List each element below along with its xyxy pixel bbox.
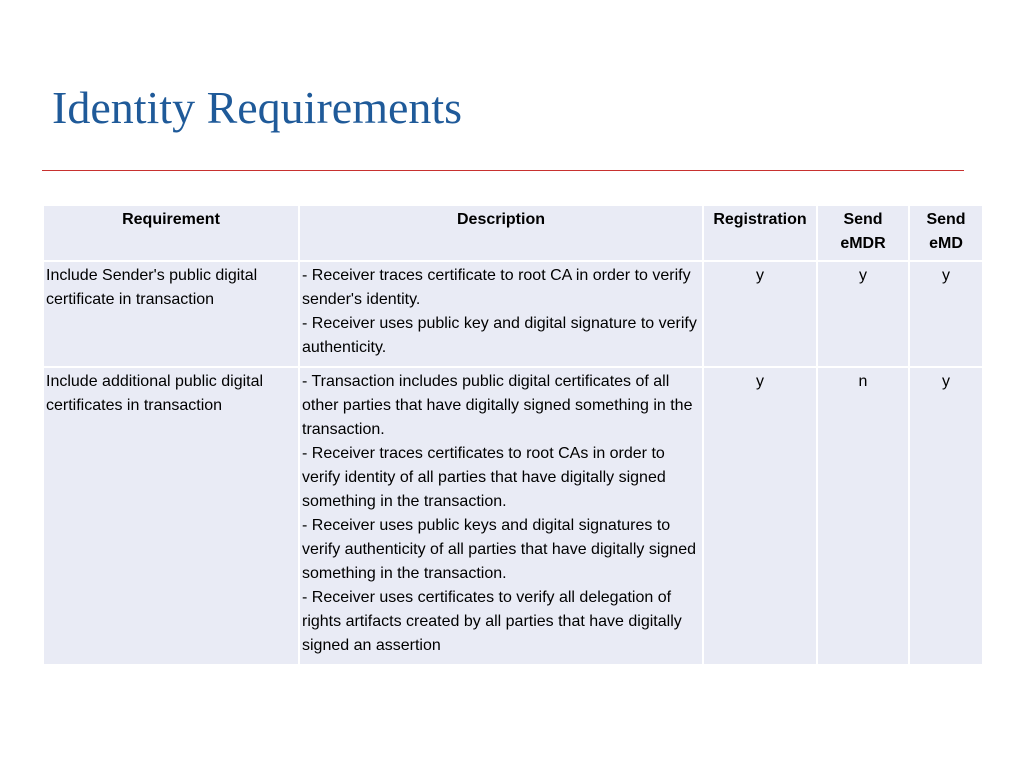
header-send-emd [909,205,983,261]
cell-requirement: Include Sender's public digital certificate in transaction [43,261,299,367]
requirements-table [42,204,984,666]
table-row [43,367,983,665]
cell-send-emd: y [909,261,983,367]
description-line: - Receiver traces certificates to root CAs in order to verify identity of all parties that have digitally signed something in the transaction. [302,445,666,510]
cell-registration: y [703,367,817,665]
table-header-row [43,205,983,261]
cell-send-emd: y [909,367,983,665]
header-send-emdr-line1: Send [843,211,883,228]
header-requirement: Requirement [43,205,299,261]
cell-send-emdr: y [817,261,909,367]
header-send-emd-line1: Send [926,211,966,228]
header-description: Description [299,205,703,261]
slide-title: Identity Requirements [52,82,463,133]
description-line: - Receiver uses public key and digital signature to verify authenticity. [302,315,697,356]
header-send-emd-line2: eMD [929,235,963,252]
table-row [43,261,983,367]
title-divider [42,170,964,171]
header-send-emdr-line2: eMDR [840,235,886,252]
description-line: - Transaction includes public digital certificates of all other parties that have digitally signed something in the transaction. [302,373,693,438]
cell-requirement: Include additional public digital certificates in transaction [43,367,299,665]
cell-description [299,367,703,665]
cell-description [299,261,703,367]
description-line: - Receiver uses certificates to verify all delegation of rights artifacts created by all parties that have digitally signed an assertion [302,589,682,654]
cell-send-emdr: n [817,367,909,665]
header-send-emdr [817,205,909,261]
cell-registration: y [703,261,817,367]
header-registration: Registration [703,205,817,261]
description-line: - Receiver uses public keys and digital signatures to verify authenticity of all parties that have digitally signed something in the transaction. [302,517,696,582]
description-line: - Receiver traces certificate to root CA in order to verify sender's identity. [302,267,691,308]
